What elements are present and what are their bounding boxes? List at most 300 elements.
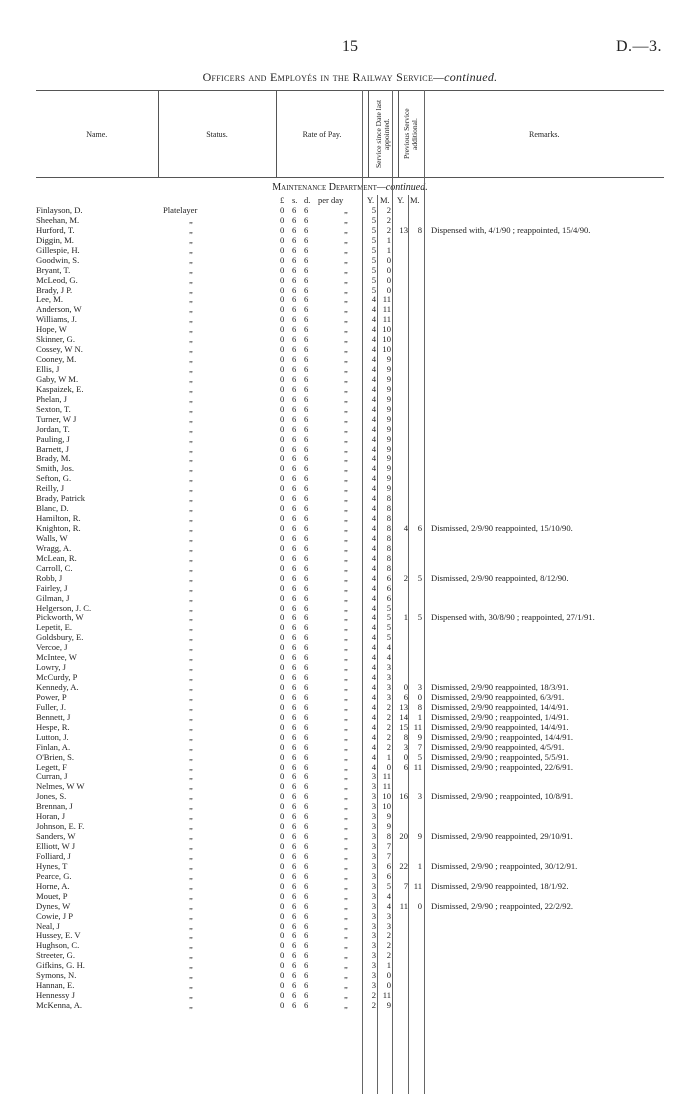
column-header-remarks: Remarks. (424, 91, 664, 178)
pay-part: 0 (280, 622, 285, 633)
table-row (36, 902, 664, 912)
employee-status: „ (189, 732, 193, 742)
employee-name: Goldsbury, E. (36, 633, 84, 643)
pay-part: 0 (280, 850, 285, 861)
pay-part: „ (344, 453, 348, 464)
employee-status: „ (189, 593, 193, 603)
table-row (36, 683, 664, 693)
employee-name: Finlan, A. (36, 742, 71, 752)
pay-part: „ (344, 821, 348, 832)
pay-part: 0 (280, 841, 285, 851)
service-years: 4 (371, 602, 376, 613)
pay-part: 0 (280, 870, 285, 881)
table-row (36, 216, 664, 226)
table-row (36, 236, 664, 246)
pay-part: 6 (304, 980, 309, 991)
employee-name: McLeod, G. (36, 275, 78, 285)
employee-name: Brady, Patrick (36, 494, 86, 504)
pay-part: 6 (292, 274, 297, 285)
pay-part: 6 (304, 672, 309, 683)
service-months: 9 (386, 811, 391, 822)
service-years: 4 (371, 691, 376, 702)
pay-part: 6 (292, 761, 297, 772)
employee-status: „ (189, 345, 193, 355)
employee-status: „ (189, 215, 193, 225)
employee-name: Blanc, D. (36, 504, 69, 514)
service-months: 9 (386, 453, 391, 464)
pay-part: 0 (280, 821, 285, 832)
previous-months: 11 (413, 761, 422, 772)
employee-status: „ (189, 424, 193, 434)
pay-part: 6 (304, 324, 309, 335)
pay-part: „ (344, 413, 348, 424)
service-years: 4 (371, 433, 376, 444)
table-row (36, 971, 664, 981)
pay-part: 6 (292, 284, 297, 295)
employee-name: Sanders, W (36, 832, 76, 842)
service-years: 5 (371, 234, 376, 245)
service-years: 5 (371, 284, 376, 295)
employee-name: Williams, J. (36, 315, 77, 325)
employee-name: McCurdy, P (36, 673, 78, 683)
employee-status: „ (189, 514, 193, 524)
table-row (36, 922, 664, 932)
table-row (36, 464, 664, 474)
table-row (36, 574, 664, 584)
employee-name: Helgerson, J. C. (36, 603, 92, 613)
employee-status: „ (189, 901, 193, 911)
table-row (36, 892, 664, 902)
pay-part: „ (344, 423, 348, 434)
service-months: 2 (386, 224, 391, 235)
service-months: 8 (386, 542, 391, 553)
pay-part: 0 (280, 254, 285, 265)
previous-years: 13 (399, 224, 408, 235)
employee-name: Dynes, W (36, 901, 71, 911)
employee-status: „ (189, 533, 193, 543)
pay-part: 0 (280, 423, 285, 434)
table-row (36, 395, 664, 405)
employee-status: „ (189, 474, 193, 484)
pay-part: 0 (280, 562, 285, 573)
employee-name: Jones, S. (36, 792, 67, 802)
service-years: 4 (371, 672, 376, 683)
employee-name: Mouet, P (36, 891, 68, 901)
service-months: 2 (386, 214, 391, 225)
pay-part: „ (344, 234, 348, 245)
service-years: 4 (371, 463, 376, 474)
table-row (36, 753, 664, 763)
service-years: 4 (371, 761, 376, 772)
pay-part: 6 (304, 1000, 309, 1010)
pay-part: 6 (304, 552, 309, 563)
service-months: 9 (386, 423, 391, 434)
employee-status: „ (189, 712, 193, 722)
pay-part: 6 (292, 354, 297, 365)
remarks: Dismissed, 2/9/90 reappointed, 15/10/90. (431, 524, 573, 533)
pay-part: 6 (304, 503, 309, 514)
service-months: 11 (382, 304, 391, 315)
employee-name: Wragg, A. (36, 543, 72, 553)
employee-name: Nelmes, W W (36, 782, 85, 792)
pay-part: 0 (280, 890, 285, 901)
service-years: 4 (371, 344, 376, 355)
pay-part: 6 (304, 622, 309, 633)
service-years: 4 (371, 334, 376, 345)
pay-part: 0 (280, 701, 285, 712)
service-years: 3 (371, 831, 376, 842)
pay-part: „ (344, 304, 348, 315)
pay-part: 0 (280, 364, 285, 374)
previous-years: 0 (403, 682, 408, 692)
previous-months: 5 (417, 612, 422, 623)
pay-part: 6 (304, 314, 309, 325)
employee-status: Platelayer (163, 206, 198, 215)
pay-part: 6 (292, 264, 297, 275)
pay-part: 0 (280, 483, 285, 494)
service-years: 4 (371, 711, 376, 722)
employee-name: Skinner, G. (36, 335, 76, 345)
employee-name: Turner, W J (36, 414, 77, 424)
employee-status: „ (189, 434, 193, 444)
previous-years: 8 (403, 731, 408, 742)
table-row (36, 604, 664, 614)
service-months: 9 (386, 403, 391, 414)
table-row (36, 862, 664, 872)
remarks: Dispensed with, 30/8/90 ; reappointed, 27/1/91. (431, 613, 595, 623)
table-row (36, 693, 664, 703)
service-months: 8 (386, 523, 391, 533)
service-years: 4 (371, 324, 376, 335)
service-years: 4 (371, 622, 376, 633)
previous-months: 9 (417, 831, 422, 842)
employee-name: Elliott, W J (36, 842, 76, 851)
employee-status: „ (189, 454, 193, 464)
title-main: Officers and Employés in the Railway Service (202, 70, 434, 84)
pay-part: 6 (292, 314, 297, 325)
service-months: 4 (386, 652, 391, 663)
employee-status: „ (189, 553, 193, 563)
pay-part: „ (344, 930, 348, 941)
pay-part: 6 (304, 771, 309, 782)
pay-part: 6 (304, 453, 309, 464)
previous-years: 13 (399, 701, 408, 712)
employee-name: Lepetit, E. (36, 623, 73, 633)
employee-name: Hurford, T. (36, 225, 75, 235)
previous-months: 5 (417, 751, 422, 762)
pay-part: 6 (292, 503, 297, 514)
pay-part: 6 (292, 572, 297, 583)
table-row (36, 584, 664, 594)
service-years: 5 (371, 244, 376, 255)
pay-part: 6 (292, 493, 297, 504)
employee-name: Power, P (36, 692, 67, 702)
employee-status: „ (189, 673, 193, 683)
pay-part: „ (344, 771, 348, 782)
pay-part: 6 (304, 284, 309, 295)
pay-part: „ (344, 284, 348, 295)
pay-part: 6 (292, 612, 297, 623)
pay-part: „ (344, 562, 348, 573)
service-years: 4 (371, 562, 376, 573)
service-months: 10 (382, 324, 391, 335)
pay-part: „ (344, 274, 348, 285)
table-row (36, 772, 664, 782)
pay-part: 0 (280, 304, 285, 315)
table-row (36, 1001, 664, 1011)
pay-part: 6 (304, 364, 309, 374)
table-row (36, 335, 664, 345)
pay-part: 6 (292, 672, 297, 683)
employee-name: McIntee, W (36, 653, 77, 663)
employee-status: „ (189, 683, 193, 692)
pay-part: 6 (304, 691, 309, 702)
pay-part: 6 (304, 850, 309, 861)
employee-name: Cooney, M. (36, 355, 77, 365)
table-row (36, 613, 664, 623)
employee-name: Vercoe, J (36, 643, 68, 653)
pay-part: 6 (304, 433, 309, 444)
pay-part: 0 (280, 801, 285, 812)
employee-name: Gifkins, G. H. (36, 961, 85, 971)
pay-part: 6 (292, 334, 297, 345)
table-row (36, 653, 664, 663)
table-row (36, 832, 664, 842)
employee-status: „ (189, 842, 193, 851)
pay-part: 6 (304, 304, 309, 315)
pay-part: 6 (304, 483, 309, 494)
pay-part: 6 (292, 562, 297, 573)
table-row (36, 385, 664, 395)
pay-part: 0 (280, 354, 285, 365)
service-years: 4 (371, 751, 376, 762)
table-row (36, 315, 664, 325)
pay-part: 6 (292, 602, 297, 613)
employee-status: „ (189, 762, 193, 772)
service-months: 11 (382, 314, 391, 325)
pay-part: 6 (304, 513, 309, 524)
service-months: 8 (386, 532, 391, 543)
pay-part: 6 (304, 950, 309, 961)
pay-part: „ (344, 324, 348, 335)
employee-name: Gaby, W M. (36, 374, 79, 384)
table-row (36, 882, 664, 892)
pay-part: 6 (304, 562, 309, 573)
pay-part: „ (344, 493, 348, 504)
service-months: 10 (382, 334, 391, 345)
service-months: 3 (386, 910, 391, 921)
table-row (36, 415, 664, 425)
previous-years: 20 (399, 831, 408, 842)
pay-part: 0 (280, 721, 285, 732)
pay-part: „ (344, 970, 348, 981)
previous-months: 3 (417, 682, 422, 692)
employee-status: „ (189, 394, 193, 404)
pay-part: „ (344, 940, 348, 951)
column-header-rate: Rate of Pay. (276, 91, 368, 178)
document-reference: D.—3. (615, 38, 662, 55)
pay-part: „ (344, 682, 348, 692)
pay-part: 6 (304, 890, 309, 901)
pay-part: 0 (280, 463, 285, 474)
pay-part: 6 (292, 513, 297, 524)
pay-part: 0 (280, 691, 285, 702)
table-row (36, 961, 664, 971)
pay-part: 6 (292, 383, 297, 394)
pay-part: 0 (280, 672, 285, 683)
pay-part: 6 (304, 224, 309, 235)
service-years: 4 (371, 572, 376, 583)
employee-status: „ (189, 951, 193, 961)
pay-part: 6 (304, 532, 309, 543)
previous-months: 11 (413, 880, 422, 891)
unit-years-2: Y. (397, 195, 405, 205)
pay-part: 6 (304, 523, 309, 533)
service-years: 3 (371, 870, 376, 881)
column-header-service: Service since Date last appointed. (368, 91, 398, 178)
remarks: Dismissed, 2/9/90 ; reappointed, 10/8/91. (431, 792, 574, 802)
pay-part: 6 (292, 234, 297, 245)
pay-part: 6 (304, 930, 309, 941)
employee-status: „ (189, 911, 193, 921)
service-years: 4 (371, 632, 376, 643)
service-years: 3 (371, 920, 376, 931)
pay-part: „ (344, 483, 348, 494)
pay-part: 6 (292, 542, 297, 553)
employee-status: „ (189, 861, 193, 871)
service-months: 2 (386, 940, 391, 951)
pay-part: 6 (304, 841, 309, 851)
employee-name: Pauling, J (36, 434, 70, 444)
pay-part: 6 (292, 781, 297, 792)
pay-part: 0 (280, 930, 285, 941)
table-row (36, 822, 664, 832)
table-row (36, 633, 664, 643)
service-months: 6 (386, 870, 391, 881)
service-years: 4 (371, 513, 376, 524)
employee-status: „ (189, 891, 193, 901)
remarks: Dismissed, 2/9/90 ; reappointed, 30/12/91. (431, 861, 578, 871)
previous-years: 22 (399, 860, 408, 871)
pay-part: 6 (292, 850, 297, 861)
table-row (36, 355, 664, 365)
pay-part: 6 (304, 821, 309, 832)
employee-name: McLean, R. (36, 553, 77, 563)
employee-status: „ (189, 365, 193, 374)
pay-part: „ (344, 393, 348, 404)
pay-part: „ (344, 354, 348, 365)
service-months: 6 (386, 592, 391, 603)
pay-part: 6 (304, 990, 309, 1001)
service-months: 9 (386, 354, 391, 365)
table-row (36, 445, 664, 455)
pay-part: 6 (292, 205, 297, 215)
pay-part: 6 (304, 870, 309, 881)
previous-years: 0 (403, 751, 408, 762)
employee-status: „ (189, 524, 193, 533)
employee-name: Goodwin, S. (36, 255, 80, 265)
pay-part: „ (344, 1000, 348, 1010)
employee-status: „ (189, 692, 193, 702)
pay-part: 0 (280, 493, 285, 504)
employee-name: Hannan, E. (36, 981, 75, 991)
service-months: 2 (386, 741, 391, 752)
service-years: 4 (371, 682, 376, 692)
pay-part: 6 (304, 711, 309, 722)
employee-name: Johnson, E. F. (36, 822, 85, 832)
pay-part: 6 (304, 373, 309, 384)
service-months: 6 (386, 582, 391, 593)
pay-part: 6 (292, 831, 297, 842)
employee-status: „ (189, 315, 193, 325)
employee-status: „ (189, 722, 193, 732)
table-row (36, 991, 664, 1001)
pay-part: „ (344, 294, 348, 305)
service-years: 3 (371, 960, 376, 971)
pay-part: 6 (292, 980, 297, 991)
pay-part: 6 (304, 612, 309, 623)
pay-part: 6 (304, 572, 309, 583)
table-row (36, 852, 664, 862)
service-months: 4 (386, 900, 391, 911)
employee-status: „ (189, 971, 193, 981)
employee-status: „ (189, 235, 193, 245)
pay-part: „ (344, 960, 348, 971)
service-years: 3 (371, 860, 376, 871)
employee-name: Lee, M. (36, 295, 63, 305)
employee-name: Anderson, W (36, 305, 82, 315)
pay-part: „ (344, 523, 348, 533)
pay-part: 0 (280, 811, 285, 822)
pay-part: 6 (304, 413, 309, 424)
pay-part: 6 (304, 294, 309, 305)
employee-name: Barnett, J (36, 444, 69, 454)
service-years: 4 (371, 443, 376, 454)
pay-part: „ (344, 950, 348, 961)
pay-part: 0 (280, 284, 285, 295)
pay-part: „ (344, 433, 348, 444)
pay-part: 0 (280, 344, 285, 355)
service-months: 9 (386, 433, 391, 444)
pay-part: 6 (304, 264, 309, 275)
pay-part: 0 (280, 1000, 285, 1010)
employee-name: Lowry, J (36, 663, 66, 673)
pay-part: 6 (292, 950, 297, 961)
pay-part: 6 (292, 741, 297, 752)
pay-part: „ (344, 443, 348, 454)
pay-part: 0 (280, 542, 285, 553)
employee-name: Hope, W (36, 325, 67, 335)
service-months: 11 (382, 781, 391, 792)
service-years: 4 (371, 413, 376, 424)
pay-part: 6 (304, 602, 309, 613)
pay-part: „ (344, 662, 348, 673)
employee-name: Symons, N. (36, 971, 77, 981)
service-months: 2 (386, 950, 391, 961)
employee-name: Gillespie, H. (36, 245, 80, 255)
service-months: 8 (386, 493, 391, 504)
service-years: 4 (371, 383, 376, 394)
pay-part: 6 (292, 304, 297, 315)
employee-name: Robb, J (36, 573, 63, 583)
employee-name: Kaspaizek, E. (36, 384, 84, 394)
employee-status: „ (189, 981, 193, 991)
pay-part: „ (344, 890, 348, 901)
table-row (36, 723, 664, 733)
pay-part: „ (344, 383, 348, 394)
employee-name: Streeter, G. (36, 951, 76, 961)
pay-part: 6 (304, 831, 309, 842)
